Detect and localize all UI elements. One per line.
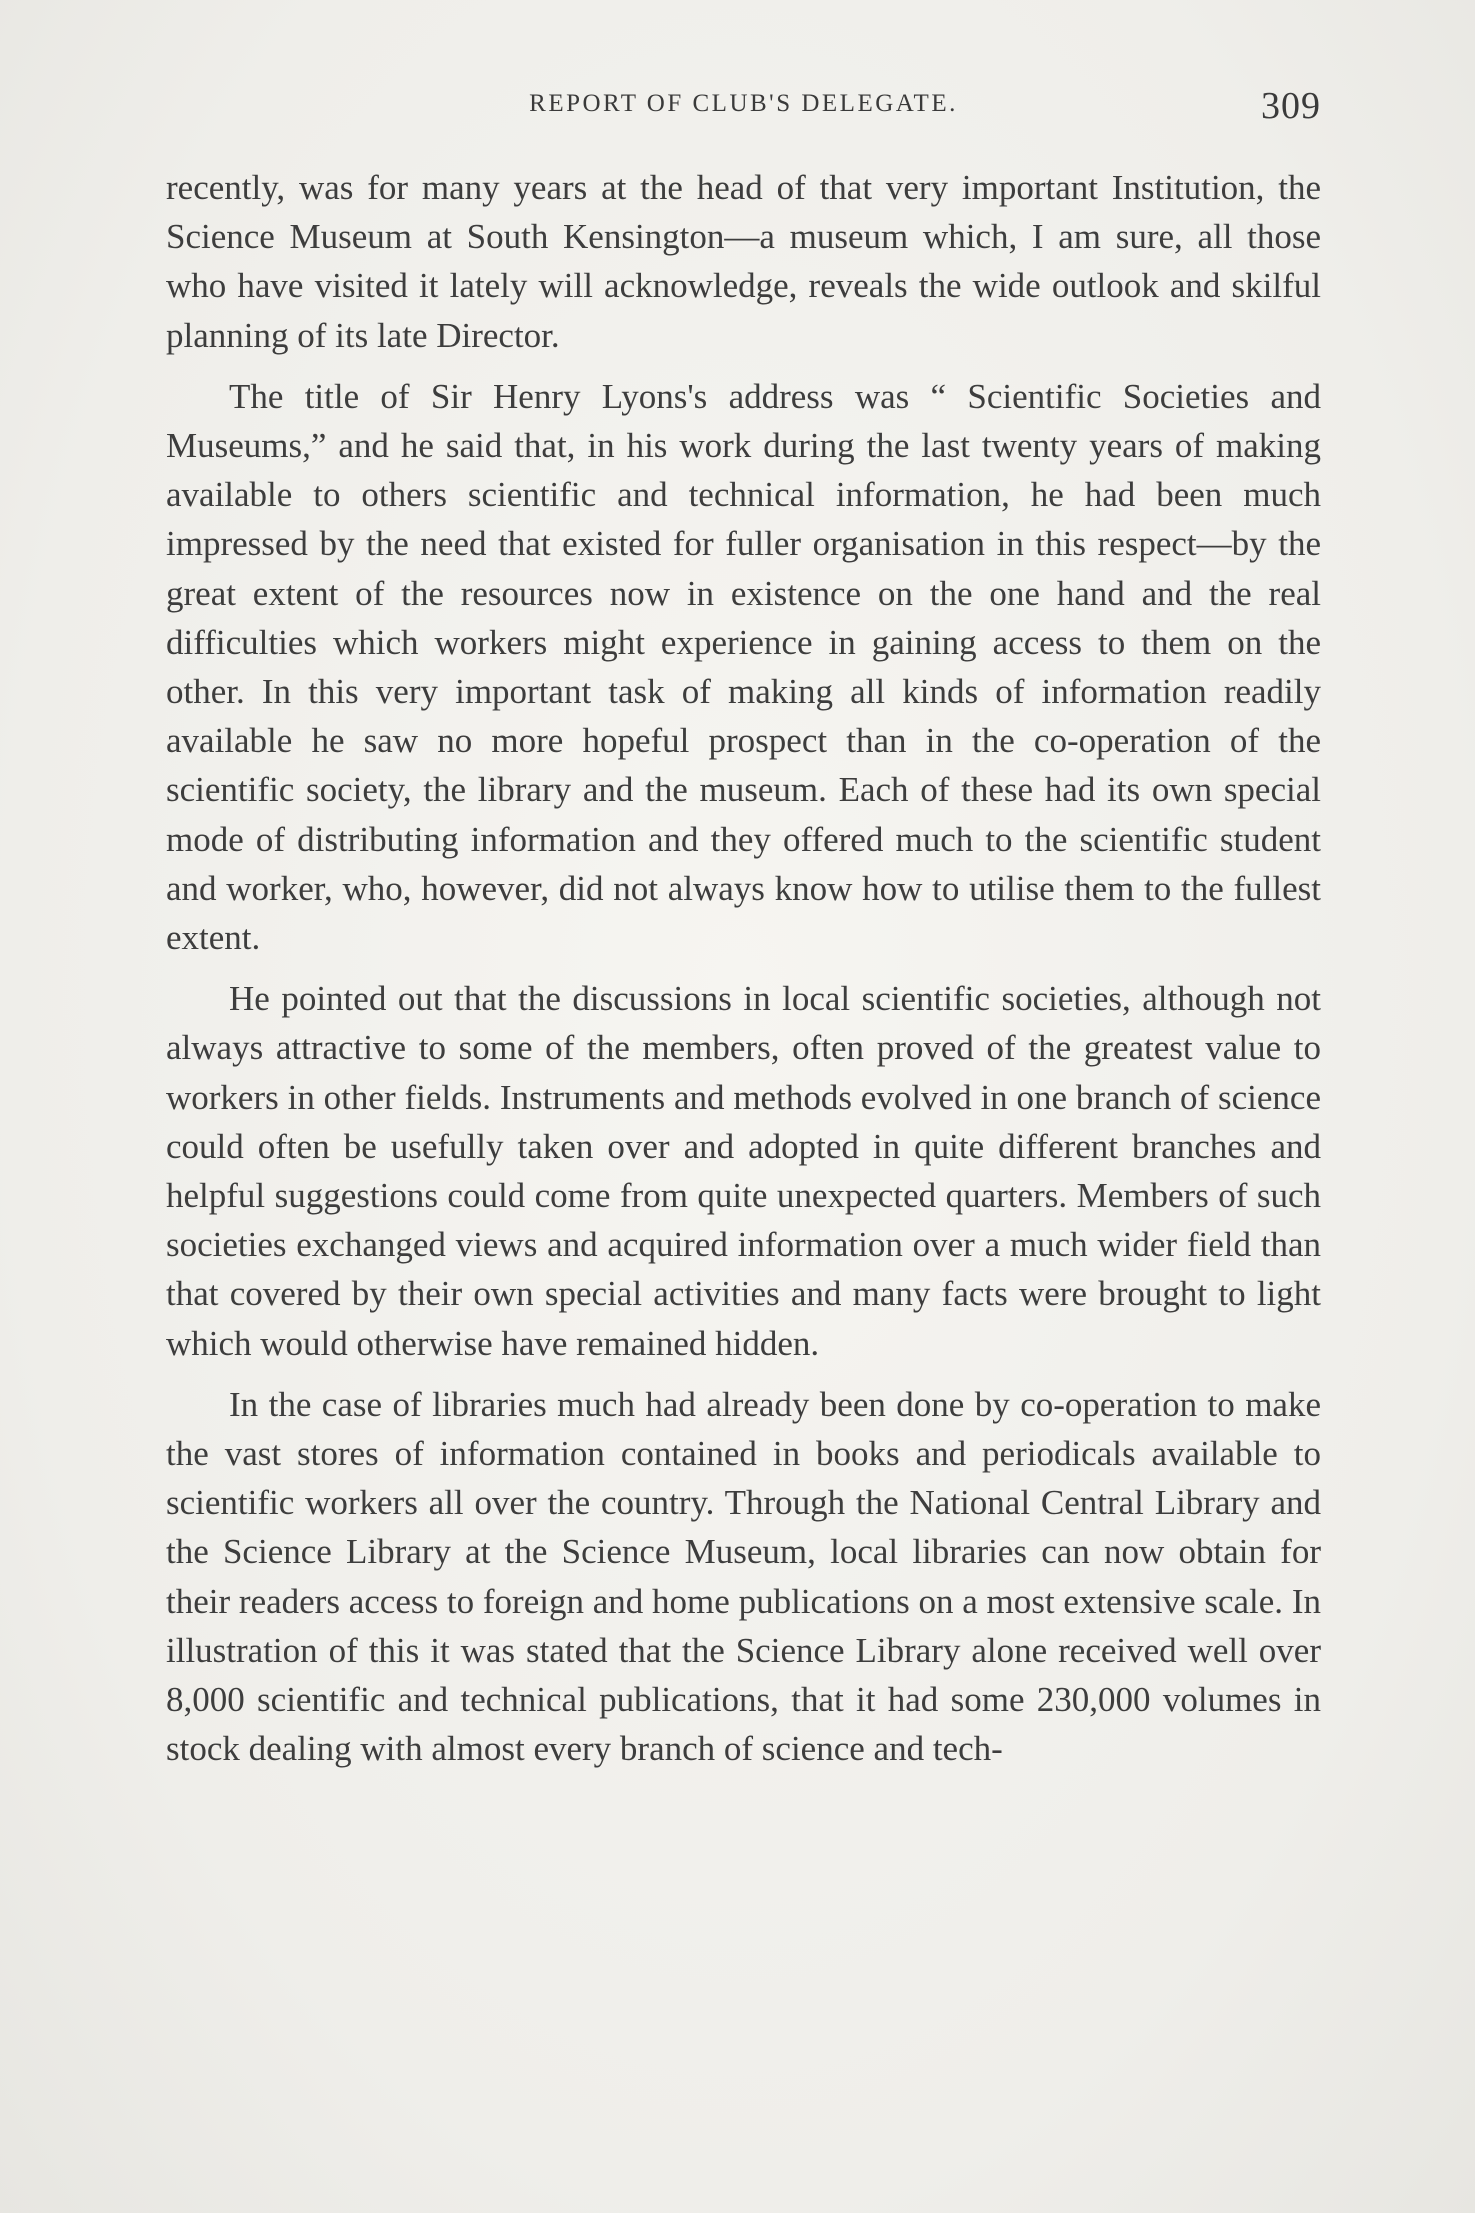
page-header bbox=[166, 84, 1321, 134]
running-head: REPORT OF CLUB'S DELEGATE. bbox=[529, 90, 958, 117]
paragraph-lyons-address: The title of Sir Henry Lyons's address was “ Scientific Societies and Museums,” and he said that, in his work during the last twenty years of making available to others scientific and technical information, he had been much impressed by the need that existed for fuller organisation in this respect—by the great extent of the resources now in existence on the one hand and the real difficulties which workers might experience in gaining access to them on the other. In this very important task of making all kinds of information readily available he saw no more hopeful prospect than in the co-operation of the scientific society, the library and the museum. Each of these had its own special mode of distributing information and they offered much to the scientific student and worker, who, however, did not always know how to utilise them to the fullest extent. bbox=[166, 376, 1321, 958]
paragraph-continuation: recently, was for many years at the head of that very important Institution, the Science Museum at South Kensington—a museum which, I am sure, all those who have visited it lately will acknowledge, reveals the wide outlook and skilful planning of its late Director. bbox=[166, 168, 1321, 355]
paragraph-local-societies: He pointed out that the discussions in local scientific societies, although not always attractive to some of the members, often proved of the greatest value to workers in other fields. Instruments and methods evolved in one branch of science could often be usefully taken over and adopted in quite different branches and helpful suggestions could come from quite unexpected quarters. Members of such societies exchanged views and acquired information over a much wider field than that covered by their own special activities and many facts were brought to light which would otherwise have remained hidden. bbox=[166, 979, 1321, 1363]
body-text bbox=[166, 163, 1321, 1774]
paragraph-libraries: In the case of libraries much had already been done by co-operation to make the vast stores of information contained in books and periodicals available to scientific workers all over the country. Through the National Central Library and the Science Library at the Science Museum, local libraries can now obtain for their readers access to foreign and home publications on a most extensive scale. In illustration of this it was stated that the Science Library alone received well over 8,000 scientific and technical publications, that it had some 230,000 volumes in stock dealing with almost every branch of science and tech- bbox=[166, 1384, 1321, 1769]
page-number: 309 bbox=[1261, 85, 1321, 127]
